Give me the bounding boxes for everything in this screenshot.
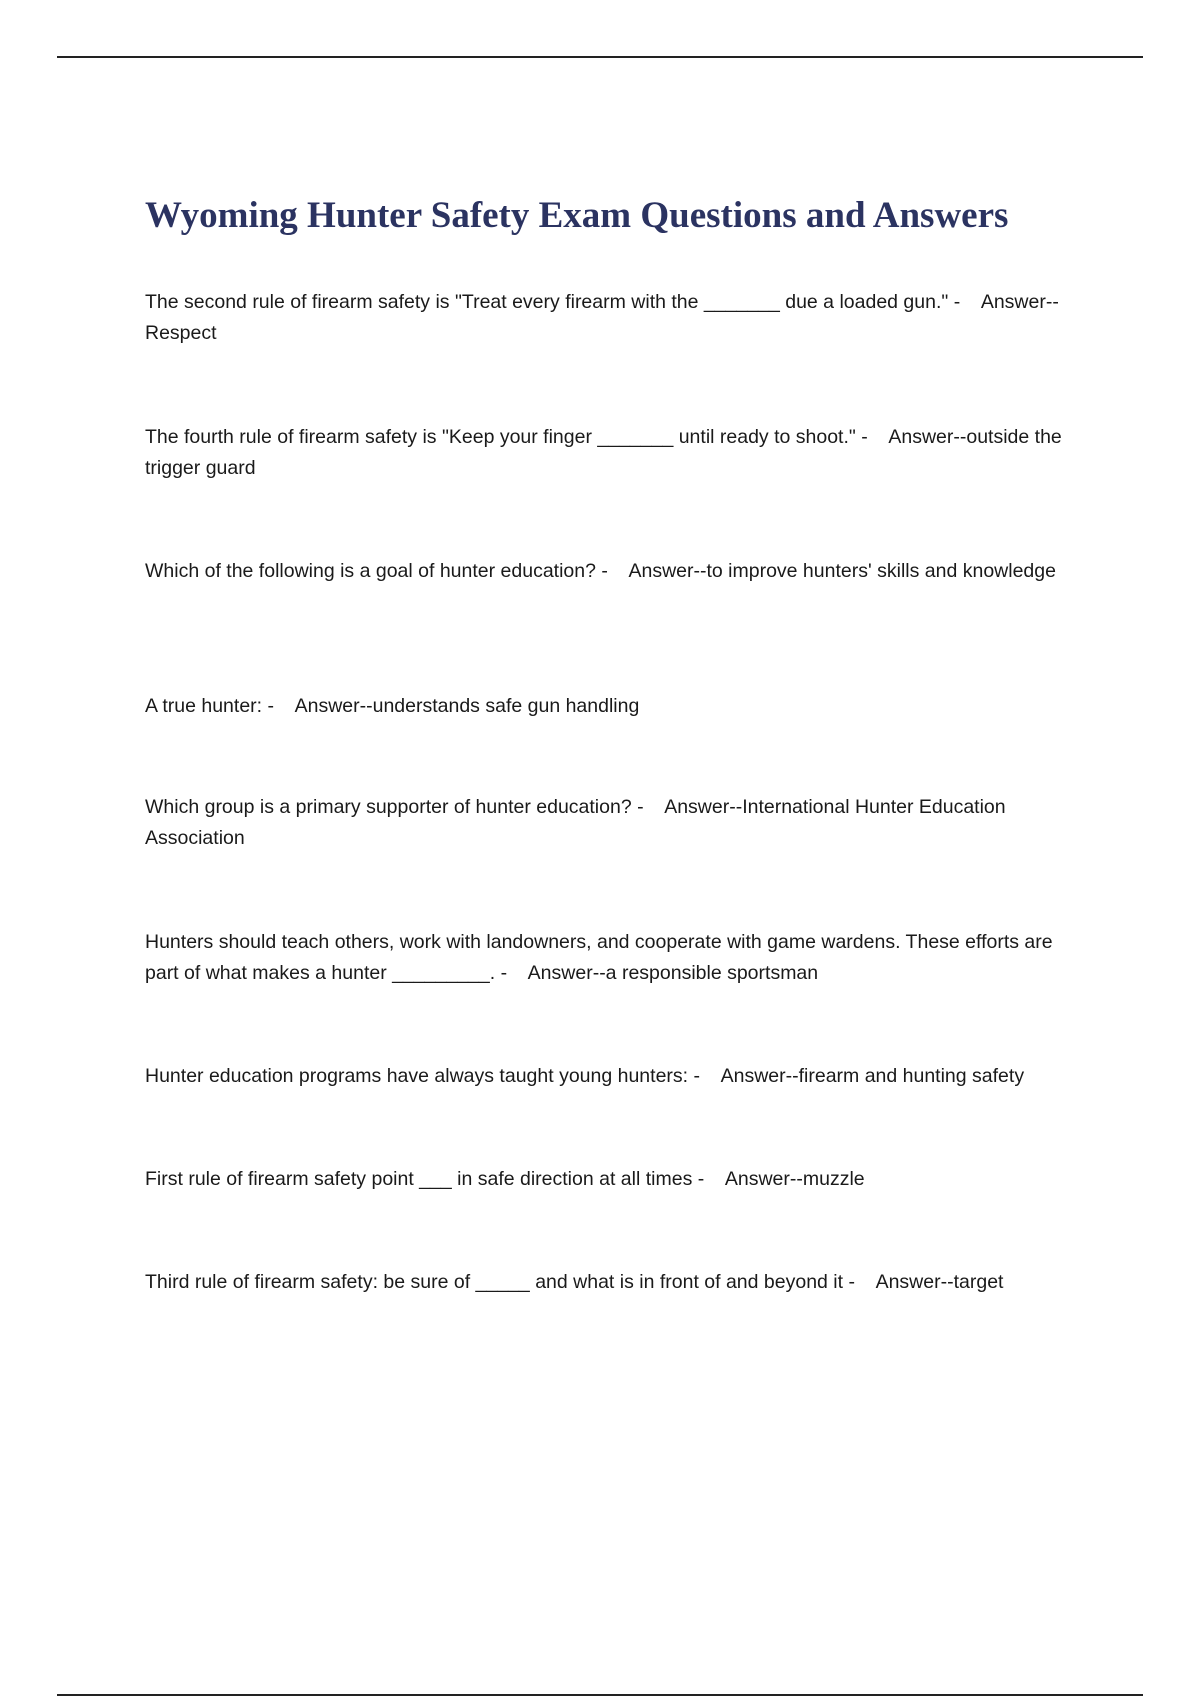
qa-item — [145, 422, 1085, 484]
qa-item — [145, 556, 1085, 587]
question-text: Hunters should teach others, work with landowners, and cooperate with game wardens. These efforts are part of what makes a hunter _________. — [145, 931, 1053, 984]
qa-item — [145, 691, 1085, 722]
question-text: Hunter education programs have always taught young hunters: — [145, 1065, 689, 1087]
answer-text: Answer--Respect — [145, 291, 1059, 344]
qa-separator: - — [262, 695, 295, 717]
answer-text: Answer--muzzle — [724, 1168, 865, 1190]
answer-text: Answer--International Hunter Education Association — [145, 796, 1006, 849]
question-text: The second rule of firearm safety is "Treat every firearm with the _______ due a loaded gun." — [145, 291, 949, 313]
question-text: First rule of firearm safety point ___ in safe direction at all times — [145, 1168, 693, 1190]
question-text: Which group is a primary supporter of hunter education? — [145, 796, 632, 818]
qa-item — [145, 287, 1085, 349]
qa-item — [145, 1267, 1085, 1298]
document-title: Wyoming Hunter Safety Exam Questions and Answers — [145, 195, 1009, 236]
answer-text: Answer--outside the trigger guard — [145, 426, 1062, 479]
question-text: Which of the following is a goal of hunter education? — [145, 560, 596, 582]
answer-text: Answer--a responsible sportsman — [527, 962, 819, 984]
question-text: A true hunter: — [145, 695, 263, 717]
qa-separator: - — [688, 1065, 721, 1087]
question-text: Third rule of firearm safety: be sure of _____ and what is in front of and beyond it — [145, 1271, 844, 1293]
qa-item — [145, 1061, 1085, 1092]
qa-item — [145, 1164, 1085, 1195]
qa-item — [145, 792, 1085, 854]
qa-separator: - — [855, 426, 889, 448]
qa-separator: - — [631, 796, 665, 818]
question-text: The fourth rule of firearm safety is "Keep your finger _______ until ready to shoot." — [145, 426, 856, 448]
qa-separator: - — [595, 560, 629, 582]
qa-item — [145, 927, 1085, 989]
answer-text: Answer--firearm and hunting safety — [720, 1065, 1025, 1087]
qa-separator: - — [692, 1168, 725, 1190]
qa-separator: - — [843, 1271, 876, 1293]
top-divider — [57, 56, 1143, 58]
qa-separator: - — [948, 291, 981, 313]
answer-text: Answer--to improve hunters' skills and knowledge — [628, 560, 1056, 582]
bottom-divider — [57, 1694, 1143, 1696]
qa-separator: - — [495, 962, 528, 984]
answer-text: Answer--target — [875, 1271, 1004, 1293]
answer-text: Answer--understands safe gun handling — [294, 695, 640, 717]
